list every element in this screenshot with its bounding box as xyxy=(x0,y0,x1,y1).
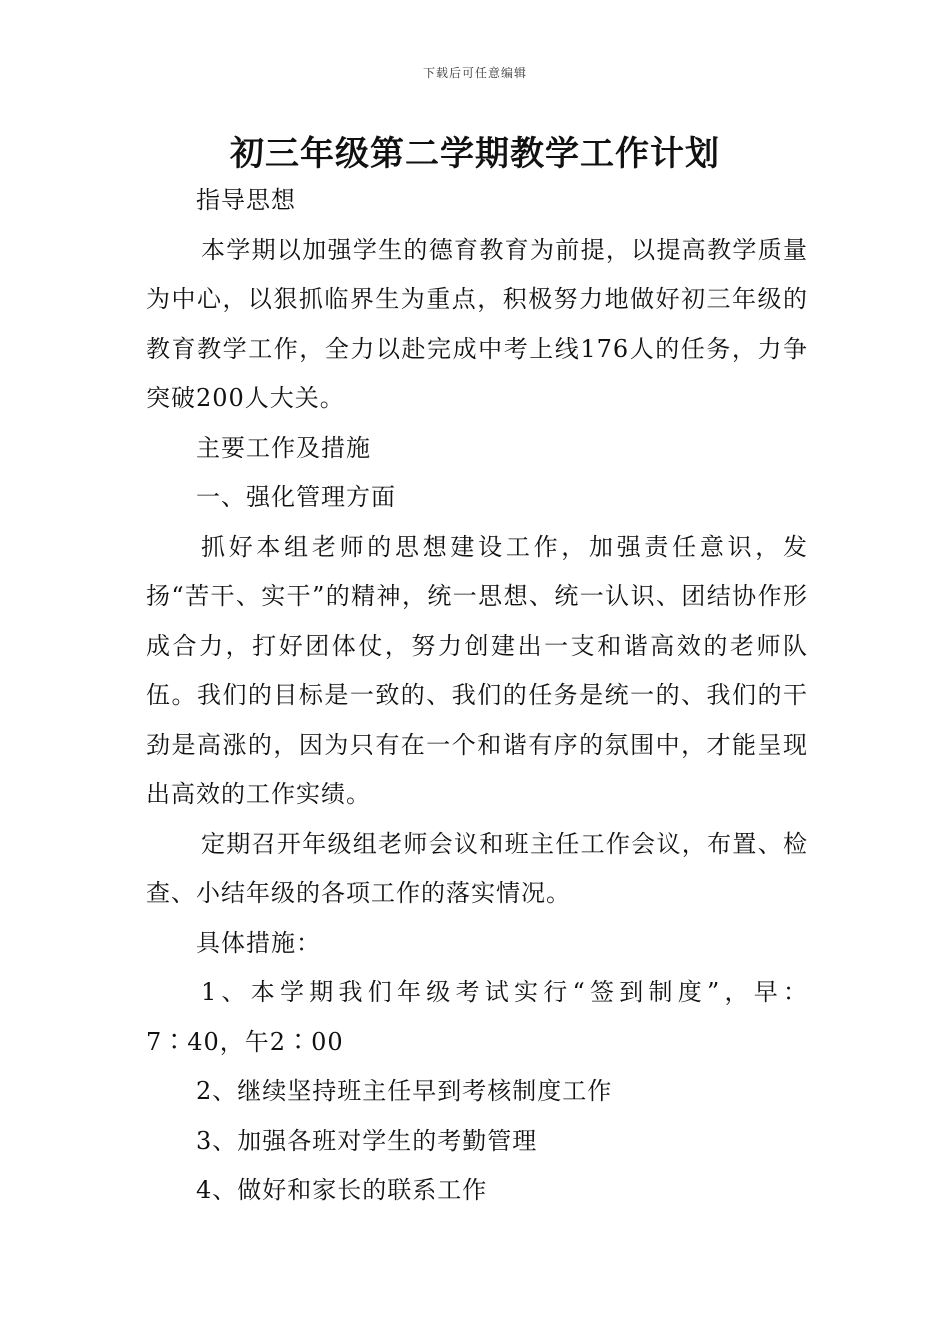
section-heading-management: 一、强化管理方面 xyxy=(196,483,396,511)
paragraph-management-1: 抓好本组老师的思想建设工作，加强责任意识，发扬“苦干、实干”的精神，统一思想、统一认识、团结协作形成合力，打好团体仗，努力创建出一支和谐高效的老师队伍。我们的目标是一致的、我们的任务是统一的、我们的干劲是高涨的，因为只有在一个和谐有序的氛围中，才能呈现出高效的工作实绩。 xyxy=(146,532,808,808)
section-heading-guiding: 指导思想 xyxy=(196,186,296,214)
section-heading-main-work: 主要工作及措施 xyxy=(196,433,371,462)
list-item-measure-1: 1、本学期我们年级考试实行“签到制度”，早：7∶40，午2∶00 xyxy=(146,978,808,1056)
list-item-measure-3: 3、加强各班对学生的考勤管理 xyxy=(196,1126,538,1155)
paragraph-management-2: 定期召开年级组老师会议和班主任工作会议，布置、检查、小结年级的各项工作的落实情况。 xyxy=(146,829,808,907)
list-item-measure-4: 4、做好和家长的联系工作 xyxy=(196,1176,488,1204)
section-heading-measures: 具体措施： xyxy=(196,928,321,957)
list-item-measure-2: 2、继续坚持班主任早到考核制度工作 xyxy=(196,1077,613,1105)
document-title: 初三年级第二学期教学工作计划 xyxy=(230,134,720,174)
paragraph-guiding: 本学期以加强学生的德育教育为前提，以提高教学质量为中心，以狠抓临界生为重点，积极努力地做好初三年级的教育教学工作，全力以赴完成中考上线176人的任务，力争突破200人大关。 xyxy=(146,235,808,412)
header-note: 下载后可任意编辑 xyxy=(422,66,527,80)
document-body xyxy=(146,176,808,1216)
